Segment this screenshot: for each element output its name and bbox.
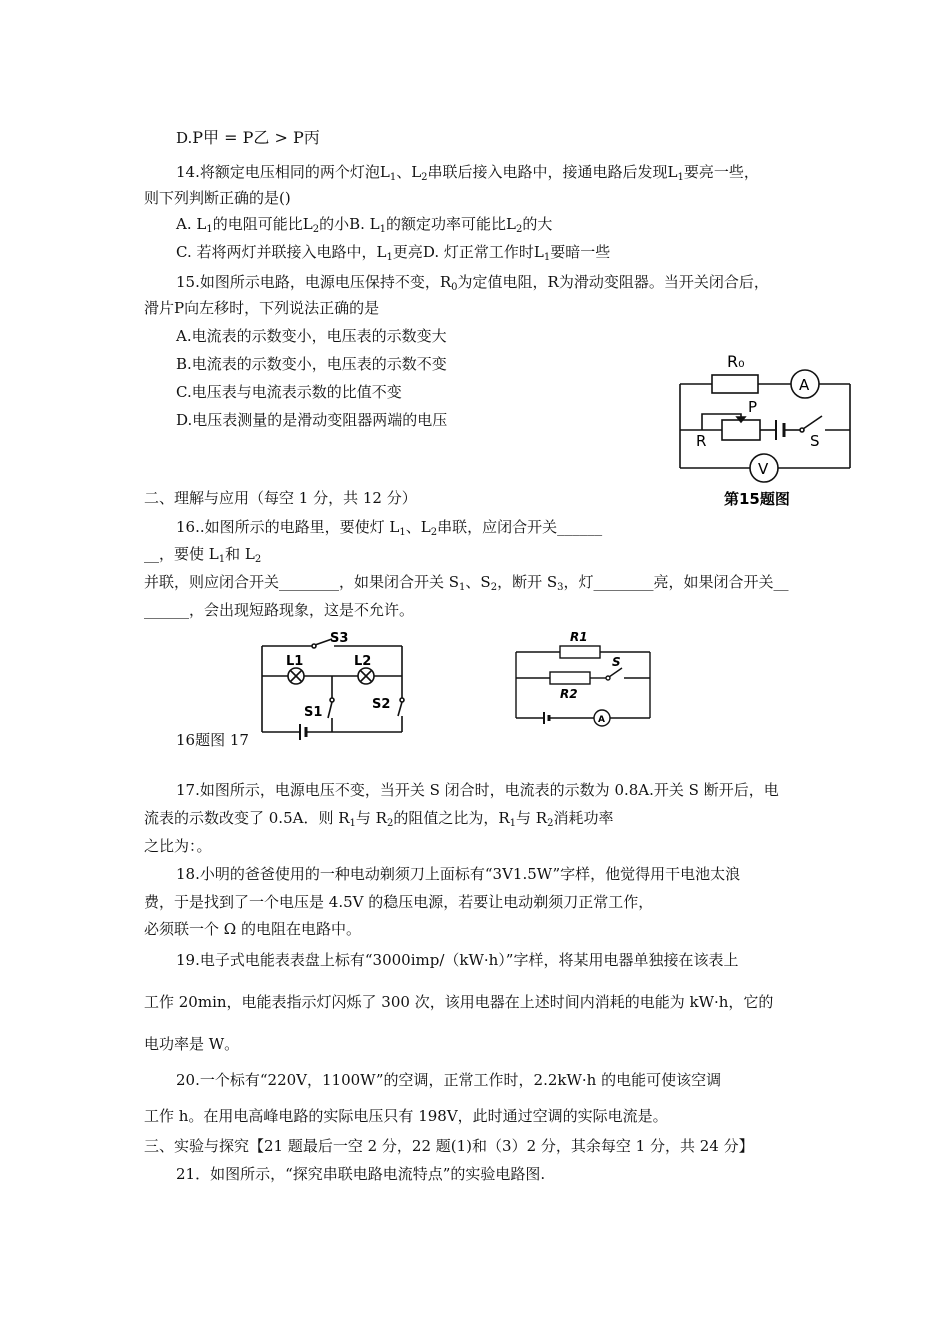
q17-line1: 17.如图所示，电源电压不变，当开关 S 闭合时，电流表的示数为 0.8A.开关 S 断开后，电 [176,781,779,799]
label-r2: R2 [560,687,578,701]
q20-line1: 20.一个标有“220V，1100W”的空调，正常工作时，2.2kW·h 的电能可使该空调 [176,1071,722,1089]
label-s1: S1 [304,705,323,720]
q17-line3: 之比为：。 [144,837,212,855]
figure-15-circuit [672,346,862,518]
q14-options-cd: C. 若将两灯并联接入电路中，$L_1$更亮D. 灯正常工作时$L_1$要暗一些 [176,243,611,263]
q13-formula: P甲 = P乙 > P丙 [192,128,320,147]
q15-option-a: A.电流表的示数变小，电压表的示数变大 [176,327,447,345]
resistor-r1 [560,646,600,658]
q16-line4: ______，会出现短路现象，这是不允许。 [144,601,415,619]
q16-line1: 16..如图所示的电路里，要使灯 $L_1$、$L_2$串联，应闭合开关______ [176,518,603,538]
switch-s2 [398,702,402,716]
q15-option-d: D.电压表测量的是滑动变阻器两端的电压 [176,411,448,429]
label-p: P [748,398,758,416]
q21-line1: 21．如图所示，“探究串联电路电流特点”的实验电路图. [176,1165,546,1183]
label-r: R [696,432,707,450]
q13-option-d: D.P甲 = P乙 > P丙 [176,128,320,147]
label-s: S [810,432,820,450]
q15-option-c: C.电压表与电流表示数的比值不变 [176,383,402,401]
label-s: S [612,655,621,669]
switch-s [803,416,822,429]
q16-line3: 并联，则应闭合开关________，如果闭合开关 $S_1$、$S_2$，断开 $S_3$，灯________亮，如果闭合开关__ [144,573,789,593]
q18-line1: 18.小明的爸爸使用的一种电动剃须刀上面标有“3V1.5W”字样，他觉得用干电池太浪 [176,865,741,883]
section-2-title: 二、理解与应用（每空 1 分，共 12 分） [144,489,417,507]
resistor-r2 [550,672,590,684]
q14-stem-line2: 则下列判断正确的是() [144,189,291,207]
label-r0: R₀ [727,352,745,371]
label-voltmeter: V [758,460,769,478]
q14-options-ab: A. $L_1$的电阻可能比$L_2$的小B. $L_1$的额定功率可能比$L_2$的大 [176,215,553,235]
switch-s [609,668,622,677]
label-ammeter: A [799,376,810,394]
q15-stem-line2: 滑片P向左移时，下列说法正确的是 [144,299,380,317]
label-l2: L2 [354,654,372,669]
label-s3: S3 [330,631,349,646]
label-ammeter-17: A [598,715,605,725]
q17-line2: 流表的示数改变了 0.5A．则 $R_1$与 $R_2$的阻值之比为，$R_1$与 $R_2$消耗功率 [144,809,614,829]
label-r1: R1 [570,630,588,644]
q19-line2: 工作 20min，电能表指示灯闪烁了 300 次，该用电器在上述时间内消耗的电能为 kW·h，它的 [144,993,774,1011]
q14-stem: 14.将额定电压相同的两个灯泡$L_1$、$L_2$串联后接入电路中，接通电路后发现$L_1$要亮一些， [176,163,759,183]
q20-line2: 工作 h。在用电高峰电路的实际电压只有 198V，此时通过空调的实际电流是。 [144,1107,668,1125]
switch-s1 [328,702,332,718]
q16-line2: __，要使 $L_1$和 $L_2$ [144,545,262,565]
q15-option-b: B.电流表的示数变小，电压表的示数不变 [176,355,447,373]
label-l1: L1 [286,654,304,669]
section-3-title: 三、实验与探究【21 题最后一空 2 分，22 题(1)和（3）2 分，其余每空 1 分，共 24 分】 [144,1137,754,1155]
q18-line3: 必须联一个 Ω 的电阻在电路中。 [144,920,361,938]
label-s2: S2 [372,697,391,712]
figure-15-caption: 第15题图 [724,490,790,508]
q18-line2: 费，于是找到了一个电压是 4.5V 的稳压电源，若要让电动剃须刀正常工作， [144,893,654,911]
figure-16-17-caption: 16题图 17 [176,730,253,750]
q19-line3: 电功率是 W。 [144,1035,240,1053]
figure-16-circuit [250,628,420,740]
r0-resistor [712,375,758,393]
q15-stem: 15.如图所示电路，电源电压保持不变，$R_0$为定值电阻，R为滑动变阻器。当开关闭合后， [176,273,769,293]
figure-17-circuit [508,628,658,728]
q19-line1: 19.电子式电能表表盘上标有“3000imp/（kW·h）”字样，将某用电器单独接在该表上 [176,951,739,969]
